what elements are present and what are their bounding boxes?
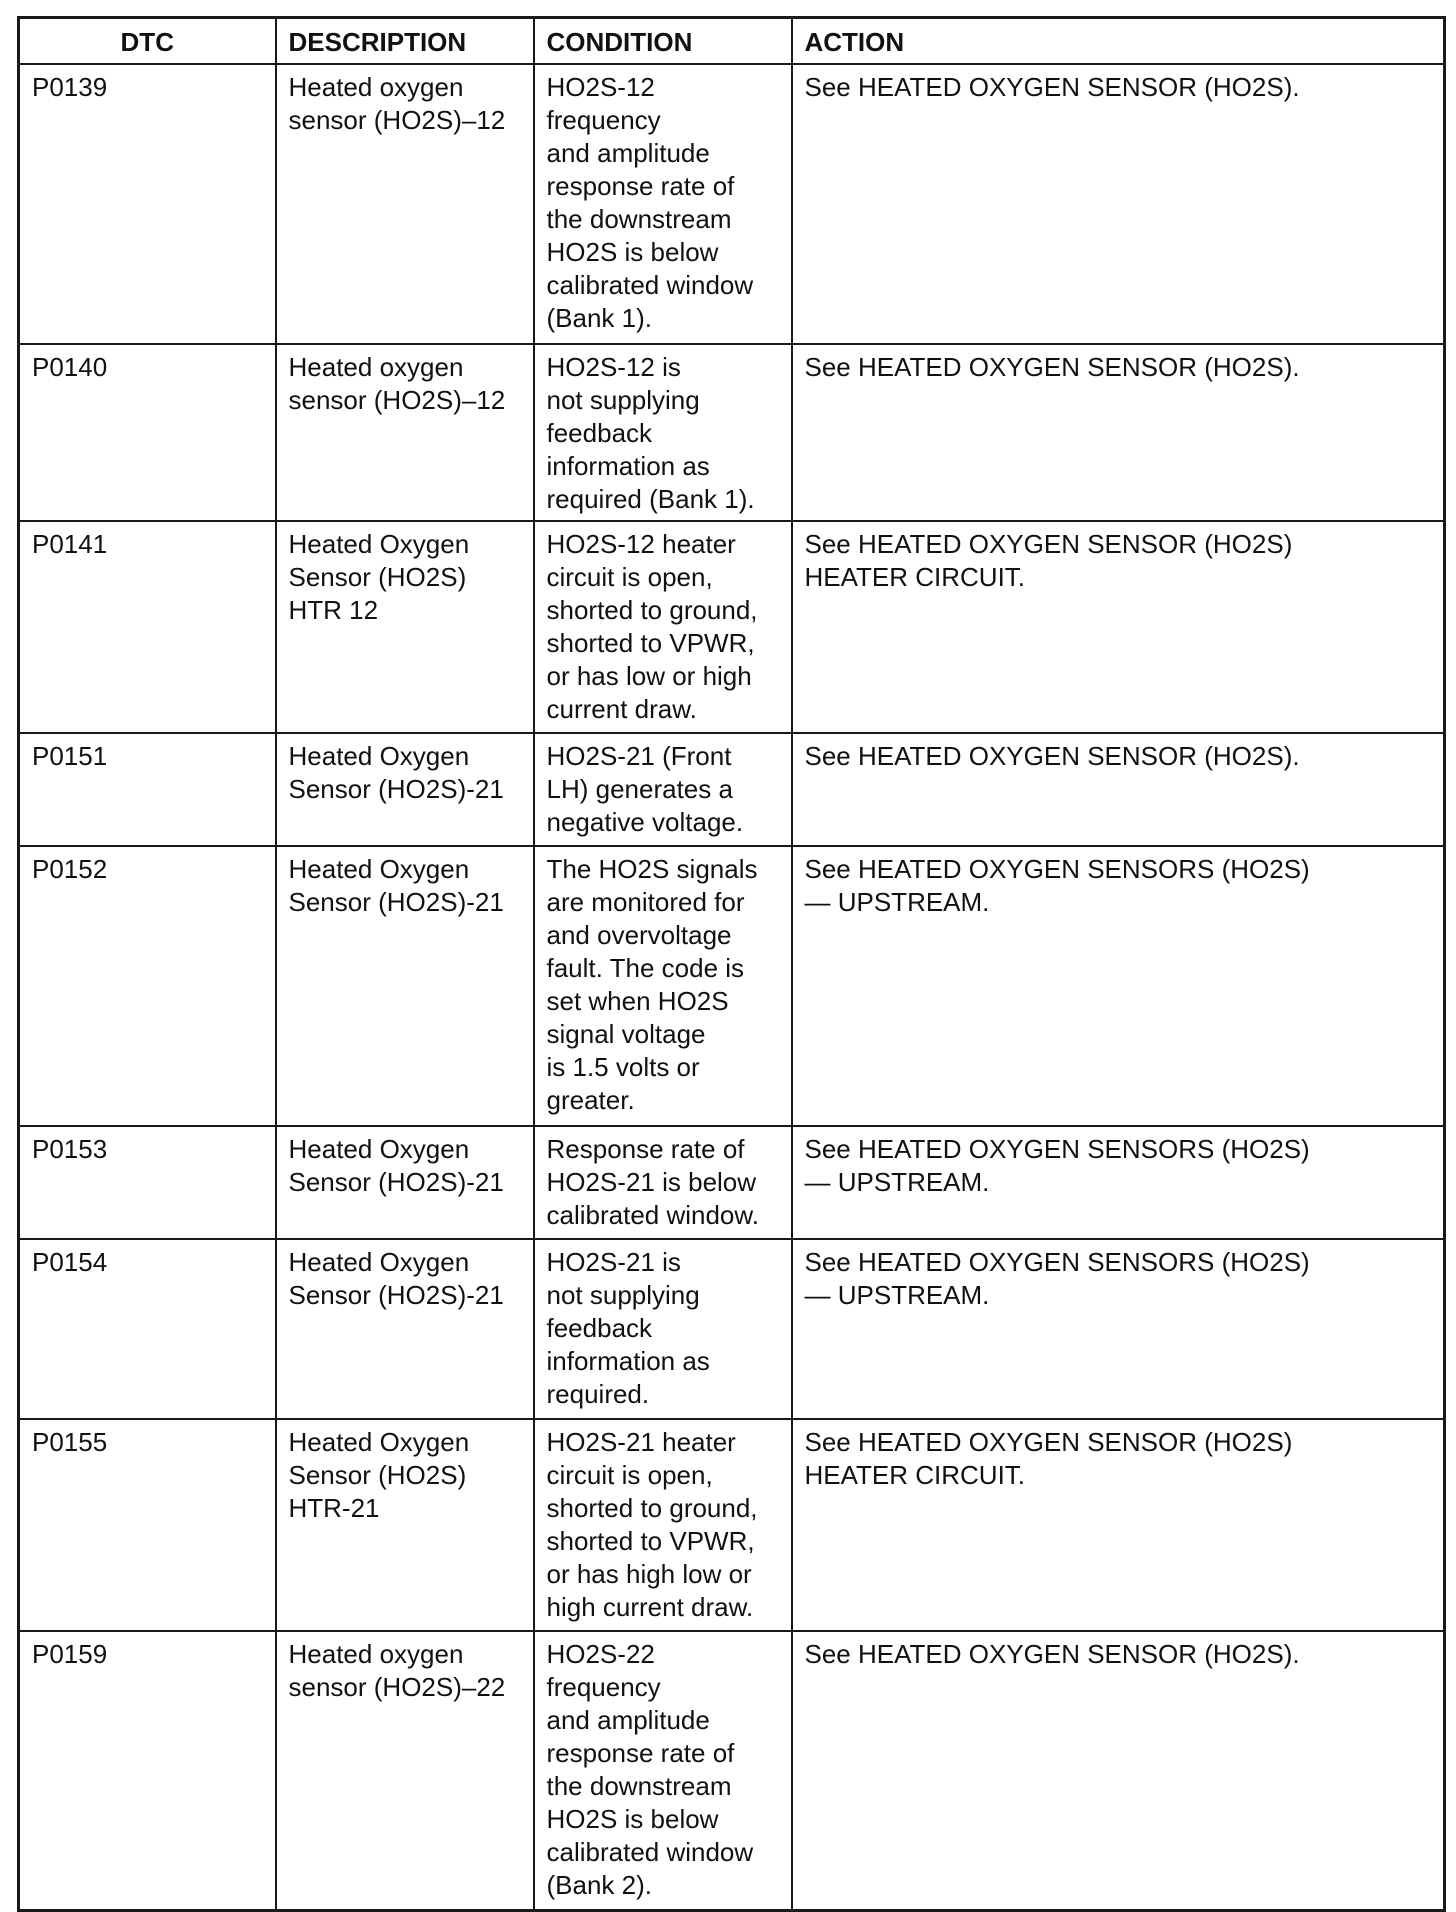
cell-action: See HEATED OXYGEN SENSORS (HO2S) — UPSTREAM.: [792, 846, 1445, 1126]
cell-action: See HEATED OXYGEN SENSOR (HO2S).: [792, 733, 1445, 846]
cell-description: Heated Oxygen Sensor (HO2S)-21: [276, 846, 534, 1126]
header-condition: CONDITION: [534, 18, 792, 64]
cell-action: See HEATED OXYGEN SENSOR (HO2S) HEATER CIRCUIT.: [792, 521, 1445, 733]
cell-condition: HO2S-12 heater circuit is open, shorted to ground, shorted to VPWR, or has low or high current draw.: [534, 521, 792, 733]
cell-condition: Response rate of HO2S-21 is below calibrated window.: [534, 1126, 792, 1239]
cell-description: Heated Oxygen Sensor (HO2S)-21: [276, 1239, 534, 1419]
table-header: [19, 18, 1445, 64]
cell-dtc: P0155: [19, 1419, 276, 1631]
cell-condition: HO2S-21 heater circuit is open, shorted to ground, shorted to VPWR, or has high low or high current draw.: [534, 1419, 792, 1631]
table-row: [19, 1631, 1445, 1911]
cell-dtc: P0154: [19, 1239, 276, 1419]
cell-action: See HEATED OXYGEN SENSOR (HO2S).: [792, 1631, 1445, 1911]
cell-dtc: P0153: [19, 1126, 276, 1239]
cell-dtc: P0139: [19, 64, 276, 344]
header-description: DESCRIPTION: [276, 18, 534, 64]
dtc-table: [17, 16, 1446, 1912]
cell-description: Heated Oxygen Sensor (HO2S) HTR 12: [276, 521, 534, 733]
table-row: [19, 1126, 1445, 1239]
cell-description: Heated oxygen sensor (HO2S)–22: [276, 1631, 534, 1911]
table-row: [19, 733, 1445, 846]
cell-dtc: P0159: [19, 1631, 276, 1911]
cell-action: See HEATED OXYGEN SENSOR (HO2S).: [792, 64, 1445, 344]
cell-condition: HO2S-21 is not supplying feedback information as required.: [534, 1239, 792, 1419]
table-row: [19, 1239, 1445, 1419]
table-row: [19, 344, 1445, 521]
table-row: [19, 846, 1445, 1126]
header-dtc: DTC: [19, 18, 276, 64]
cell-dtc: P0141: [19, 521, 276, 733]
cell-dtc: P0140: [19, 344, 276, 521]
cell-description: Heated Oxygen Sensor (HO2S)-21: [276, 733, 534, 846]
table-row: [19, 521, 1445, 733]
cell-description: Heated oxygen sensor (HO2S)–12: [276, 64, 534, 344]
cell-action: See HEATED OXYGEN SENSORS (HO2S) — UPSTREAM.: [792, 1239, 1445, 1419]
cell-action: See HEATED OXYGEN SENSOR (HO2S).: [792, 344, 1445, 521]
header-row: [19, 18, 1445, 64]
cell-action: See HEATED OXYGEN SENSOR (HO2S) HEATER CIRCUIT.: [792, 1419, 1445, 1631]
cell-description: Heated Oxygen Sensor (HO2S) HTR-21: [276, 1419, 534, 1631]
cell-dtc: P0152: [19, 846, 276, 1126]
cell-action: See HEATED OXYGEN SENSORS (HO2S) — UPSTREAM.: [792, 1126, 1445, 1239]
cell-dtc: P0151: [19, 733, 276, 846]
cell-condition: HO2S-12 is not supplying feedback information as required (Bank 1).: [534, 344, 792, 521]
header-action: ACTION: [792, 18, 1445, 64]
table-row: [19, 1419, 1445, 1631]
cell-condition: The HO2S signals are monitored for and overvoltage fault. The code is set when HO2S signal voltage is 1.5 volts or greater.: [534, 846, 792, 1126]
table-body: [19, 64, 1445, 1911]
cell-description: Heated Oxygen Sensor (HO2S)-21: [276, 1126, 534, 1239]
cell-description: Heated oxygen sensor (HO2S)–12: [276, 344, 534, 521]
cell-condition: HO2S-22 frequency and amplitude response rate of the downstream HO2S is below calibrated window (Bank 2).: [534, 1631, 792, 1911]
cell-condition: HO2S-12 frequency and amplitude response rate of the downstream HO2S is below calibrated window (Bank 1).: [534, 64, 792, 344]
table-row: [19, 64, 1445, 344]
cell-condition: HO2S-21 (Front LH) generates a negative voltage.: [534, 733, 792, 846]
